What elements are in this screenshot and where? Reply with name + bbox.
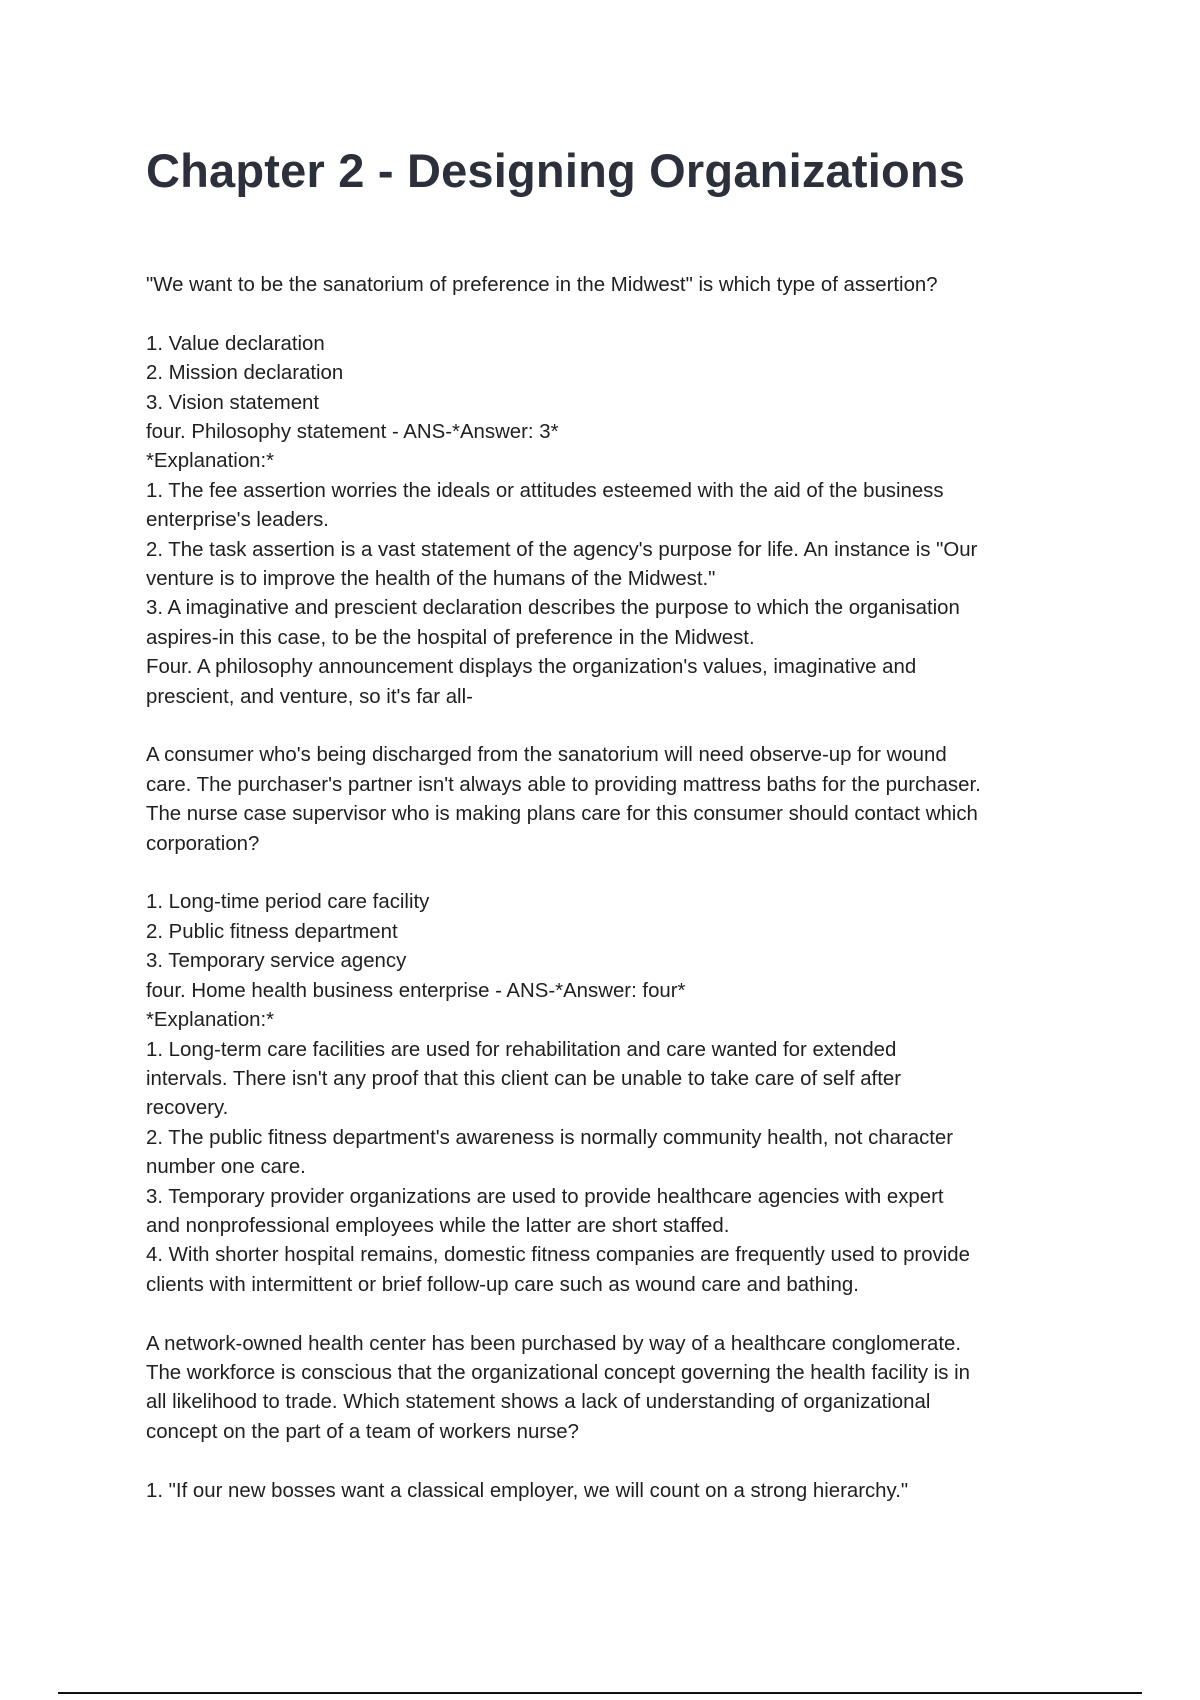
question-2-explanation-line: number one care.	[146, 1156, 306, 1179]
question-1-option-4-answer: four. Philosophy statement - ANS-*Answer: 3*	[146, 421, 559, 444]
question-1-explanation-label: *Explanation:*	[146, 450, 275, 473]
question-1-explanation-line: 2. The task assertion is a vast statement of the agency's purpose for life. An instance is "Our	[146, 538, 978, 561]
page-bottom-divider	[58, 1692, 1142, 1694]
document-body	[146, 271, 1076, 1506]
question-2-explanation-label: *Explanation:*	[146, 1009, 275, 1032]
question-2-option-1: 1. Long-time period care facility	[146, 891, 430, 914]
question-1-option-1: 1. Value declaration	[146, 332, 325, 355]
paragraph-gap	[146, 1300, 1076, 1329]
question-1-explanation-line: 1. The fee assertion worries the ideals or attitudes esteemed with the aid of the business	[146, 479, 944, 502]
question-3-stem-line: A network-owned health center has been purchased by way of a healthcare conglomerate.	[146, 1332, 961, 1355]
paragraph-gap	[146, 1447, 1076, 1476]
question-1-explanation-line: venture is to improve the health of the humans of the Midwest."	[146, 568, 716, 591]
question-2-explanation-line: recovery.	[146, 1097, 229, 1120]
question-1-explanation-line: Four. A philosophy announcement displays the organization's values, imaginative and	[146, 656, 917, 679]
question-2-explanation-line: 2. The public fitness department's awareness is normally community health, not character	[146, 1126, 954, 1149]
question-3-option-1: 1. "If our new bosses want a classical employer, we will count on a strong hierarchy."	[146, 1479, 909, 1502]
question-2-stem-line: The nurse case supervisor who is making plans care for this consumer should contact which	[146, 803, 978, 826]
question-1-explanation-line: aspires-in this case, to be the hospital of preference in the Midwest.	[146, 626, 755, 649]
paragraph-gap	[146, 859, 1076, 888]
question-1-explanation-line: prescient, and venture, so it's far all-	[146, 685, 473, 708]
paragraph-gap	[146, 300, 1076, 329]
question-3-stem-line: all likelihood to trade. Which statement shows a lack of understanding of organizational	[146, 1391, 931, 1414]
question-1-stem: "We want to be the sanatorium of preference in the Midwest" is which type of assertion?	[146, 274, 938, 296]
question-3-stem-line: concept on the part of a team of workers nurse?	[146, 1420, 579, 1443]
question-1-option-2: 2. Mission declaration	[146, 362, 344, 385]
question-2-stem-line: A consumer who's being discharged from the sanatorium will need observe-up for wound	[146, 744, 947, 767]
paragraph-gap	[146, 712, 1076, 741]
question-2-stem-line: corporation?	[146, 832, 260, 855]
question-2-explanation-line: 4. With shorter hospital remains, domestic fitness companies are frequently used to provide	[146, 1244, 970, 1267]
question-2-option-4-answer: four. Home health business enterprise - ANS-*Answer: four*	[146, 979, 686, 1002]
question-2-explanation-line: clients with intermittent or brief follow-up care such as wound care and bathing.	[146, 1273, 859, 1296]
question-2-stem-line: care. The purchaser's partner isn't always able to providing mattress baths for the purchaser.	[146, 773, 981, 796]
question-2-option-3: 3. Temporary service agency	[146, 950, 407, 973]
question-2-explanation-line: 3. Temporary provider organizations are used to provide healthcare agencies with expert	[146, 1185, 944, 1208]
question-2-explanation-line: intervals. There isn't any proof that this client can be unable to take care of self after	[146, 1067, 901, 1090]
question-2-explanation-line: 1. Long-term care facilities are used for rehabilitation and care wanted for extended	[146, 1038, 897, 1061]
question-1-option-3: 3. Vision statement	[146, 391, 320, 414]
question-3-stem-line: The workforce is conscious that the organizational concept governing the health facility is in	[146, 1361, 971, 1384]
question-1-explanation-line: enterprise's leaders.	[146, 509, 329, 532]
page-title: Chapter 2 - Designing Organizations	[146, 144, 966, 197]
question-2-explanation-line: and nonprofessional employees while the latter are short staffed.	[146, 1214, 730, 1237]
question-2-option-2: 2. Public fitness department	[146, 920, 398, 943]
question-1-explanation-line: 3. A imaginative and prescient declaration describes the purpose to which the organisation	[146, 597, 960, 620]
